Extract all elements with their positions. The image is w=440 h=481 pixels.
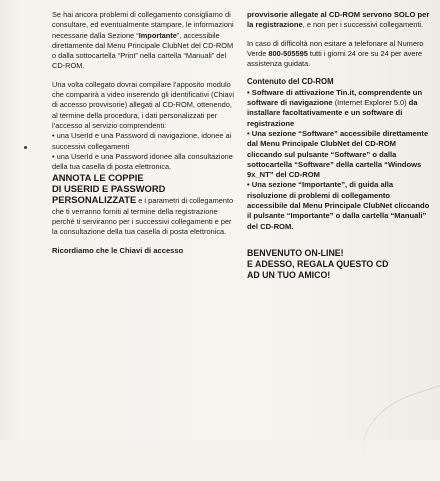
left-column [52,10,234,264]
page-edge-shadow [352,380,440,481]
provisional-keys-paragraph: provvisorie allegate al CD-ROM servono SOLO per la registrazione, e non per i successivi collegamenti. [247,10,430,30]
helpline-paragraph: In caso di difficoltà non esitare a telefonare al Numero Verde 800-505595 tutti i giorni 24 ore su 24 per avere assistenza guidata. [247,38,424,69]
closing-line-1: BENVENUTO ON-LINE! [247,247,344,258]
contents-item-software-activation: • Software di attivazione Tin.it, comprendente un software di navigazione (Internet Explorer 5.0) da installare facoltativamente e un software di registrazione [247,87,423,128]
connection-problems-paragraph: Se hai ancora problemi di collegamento consigliamo di consultare, ed eventualmente stampare, le informazioni necessarie dalla Sezione “Importante”, accessibile direttamente dal Menu Principale ClubNet del CD-ROM o dalla sottocartella “Print” nella cartella “Manuali” del CD-ROM. [52,10,234,71]
annotate-heading-line2: DI USERID E PASSWORD [52,183,166,195]
importante-label: Importante [138,30,177,40]
registration-paragraph: Una volta collegato dovrai compilare l’apposito modulo che comparirà a video inserendo gli identificativi (Chiavi di accesso provvisorie) allegati al CD-ROM, ottenendo, al termine della procedura, i dati personalizzati per l’accesso al servizio comprendenti: [52,79,234,130]
contents-item-software-section: • Una sezione “Software” accessibile direttamente dal Menu Principale ClubNet del CD-ROM cliccando sul pulsante “Software” o dalla sottocartella “Software” della cartella “Windows 9x_NT” del CD-ROM [247,128,429,180]
contents-item-importante-section: • Una sezione “Importante”, di guida alla risoluzione di problemi di collegamento accessibile dal Menu Principale ClubNet cliccando il pulsante “Importante” o dalla cartella “Manuali” del CD-ROM. [247,180,430,231]
cd-contents-section [247,77,432,231]
annotate-heading-line1: ANNOTA LE COPPIE [52,172,144,184]
cd-contents-title: Contenuto del CD-ROM [247,77,334,87]
annotate-heading-line3: PERSONALIZZATE [52,194,137,206]
closing-line-2: E ADESSO, REGALA QUESTO CD [247,258,389,269]
annotate-paragraph: ANNOTA LE COPPIE DI USERID E PASSWORD PERSONALIZZATE e i parametri di collegamento che ti verranno forniti al termine della registrazione perché ti serviranno per i successivi collegamenti e per la consultazione della tua casella di posta elettronica. [52,172,234,237]
closing-message [247,248,432,281]
right-column [247,10,432,281]
bullet-navigation-credentials: • una UserId e una Password di navigazione, idonee ai successivi collegamenti [52,131,232,151]
decorative-dot [24,146,27,149]
toll-free-number: 800-505595 [268,48,308,58]
closing-line-3: AD UN TUO AMICO! [247,269,331,280]
bullet-email-credentials: • una UserId e una Password idonee alla consultazione della tua casella di posta elettronica. [52,151,233,172]
reminder-paragraph: Ricordiamo che le Chiavi di accesso [52,245,184,255]
